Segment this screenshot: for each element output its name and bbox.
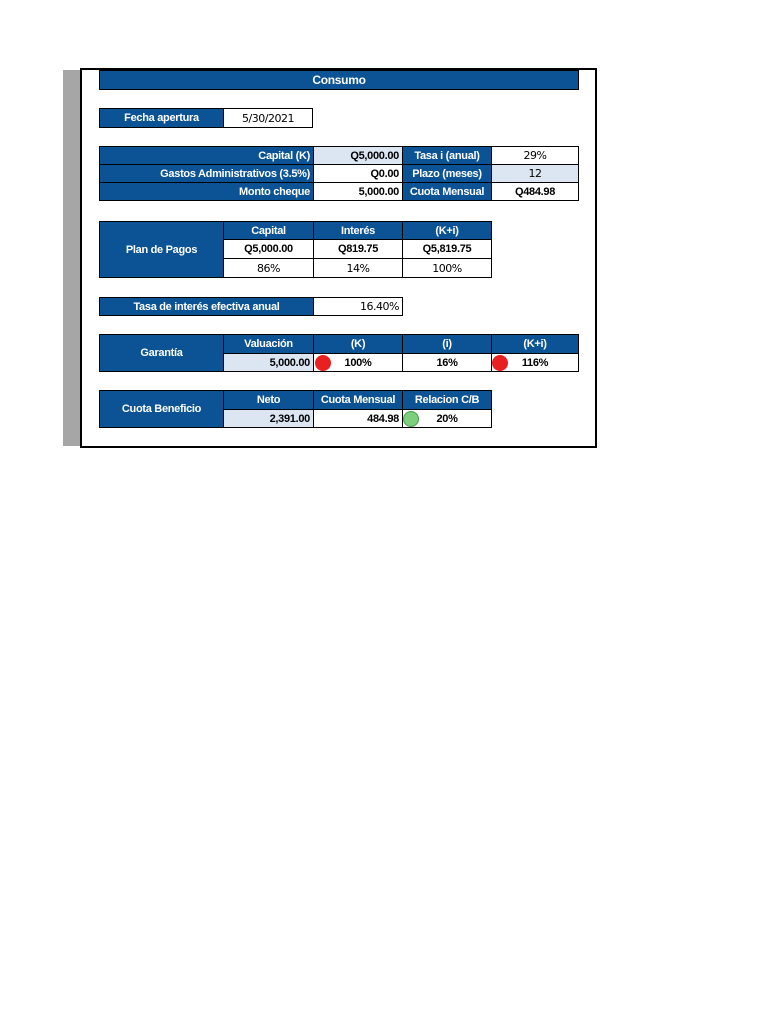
plan-header-capital: Capital	[223, 221, 314, 240]
gastos-value: Q0.00	[313, 164, 403, 183]
plan-ki-percent: 100%	[402, 258, 492, 278]
garantia-i-value: 16%	[402, 353, 492, 372]
sheet-title: Consumo	[99, 70, 579, 90]
plan-pagos-label: Plan de Pagos	[99, 221, 224, 278]
tasa-efectiva-value: 16.40%	[313, 297, 403, 316]
garantia-ki-indicator-icon	[492, 355, 508, 371]
garantia-label: Garantía	[99, 334, 224, 372]
beneficio-relacion-indicator-icon	[403, 411, 419, 427]
beneficio-relacion-value: 20%	[402, 409, 492, 428]
garantia-k-indicator-icon	[315, 355, 331, 371]
beneficio-header-cuota: Cuota Mensual	[313, 390, 403, 410]
tasa-label: Tasa i (anual)	[402, 146, 492, 165]
monto-cheque-label: Monto cheque	[99, 182, 314, 201]
tasa-value[interactable]: 29%	[491, 146, 579, 165]
plazo-label: Plazo (meses)	[402, 164, 492, 183]
garantia-header-valuacion: Valuación	[223, 334, 314, 354]
garantia-valuacion-value[interactable]: 5,000.00	[223, 353, 314, 372]
plan-capital-amount: Q5,000.00	[223, 239, 314, 259]
fecha-apertura-label: Fecha apertura	[99, 108, 224, 128]
beneficio-neto-value[interactable]: 2,391.00	[223, 409, 314, 428]
cuota-mensual-value: Q484.98	[491, 182, 579, 201]
capital-label: Capital (K)	[99, 146, 314, 165]
plan-ki-amount: Q5,819.75	[402, 239, 492, 259]
garantia-header-i: (i)	[402, 334, 492, 354]
plan-interes-amount: Q819.75	[313, 239, 403, 259]
plazo-value[interactable]: 12	[491, 164, 579, 183]
fecha-apertura-value[interactable]: 5/30/2021	[223, 108, 313, 128]
sheet-side-bar	[63, 70, 81, 446]
tasa-efectiva-label: Tasa de interés efectiva anual	[99, 297, 314, 316]
plan-header-ki: (K+i)	[402, 221, 492, 240]
garantia-k-value: 100%	[313, 353, 403, 372]
gastos-label: Gastos Administrativos (3.5%)	[99, 164, 314, 183]
plan-capital-percent: 86%	[223, 258, 314, 278]
beneficio-cuota-value: 484.98	[313, 409, 403, 428]
garantia-header-k: (K)	[313, 334, 403, 354]
capital-value[interactable]: Q5,000.00	[313, 146, 403, 165]
plan-interes-percent: 14%	[313, 258, 403, 278]
monto-cheque-value: 5,000.00	[313, 182, 403, 201]
cuota-mensual-label: Cuota Mensual	[402, 182, 492, 201]
cuota-beneficio-label: Cuota Beneficio	[99, 390, 224, 428]
plan-header-interes: Interés	[313, 221, 403, 240]
beneficio-header-relacion: Relacion C/B	[402, 390, 492, 410]
beneficio-header-neto: Neto	[223, 390, 314, 410]
loan-sheet	[80, 68, 597, 448]
garantia-header-ki: (K+i)	[491, 334, 579, 354]
garantia-ki-value: 116%	[491, 353, 579, 372]
